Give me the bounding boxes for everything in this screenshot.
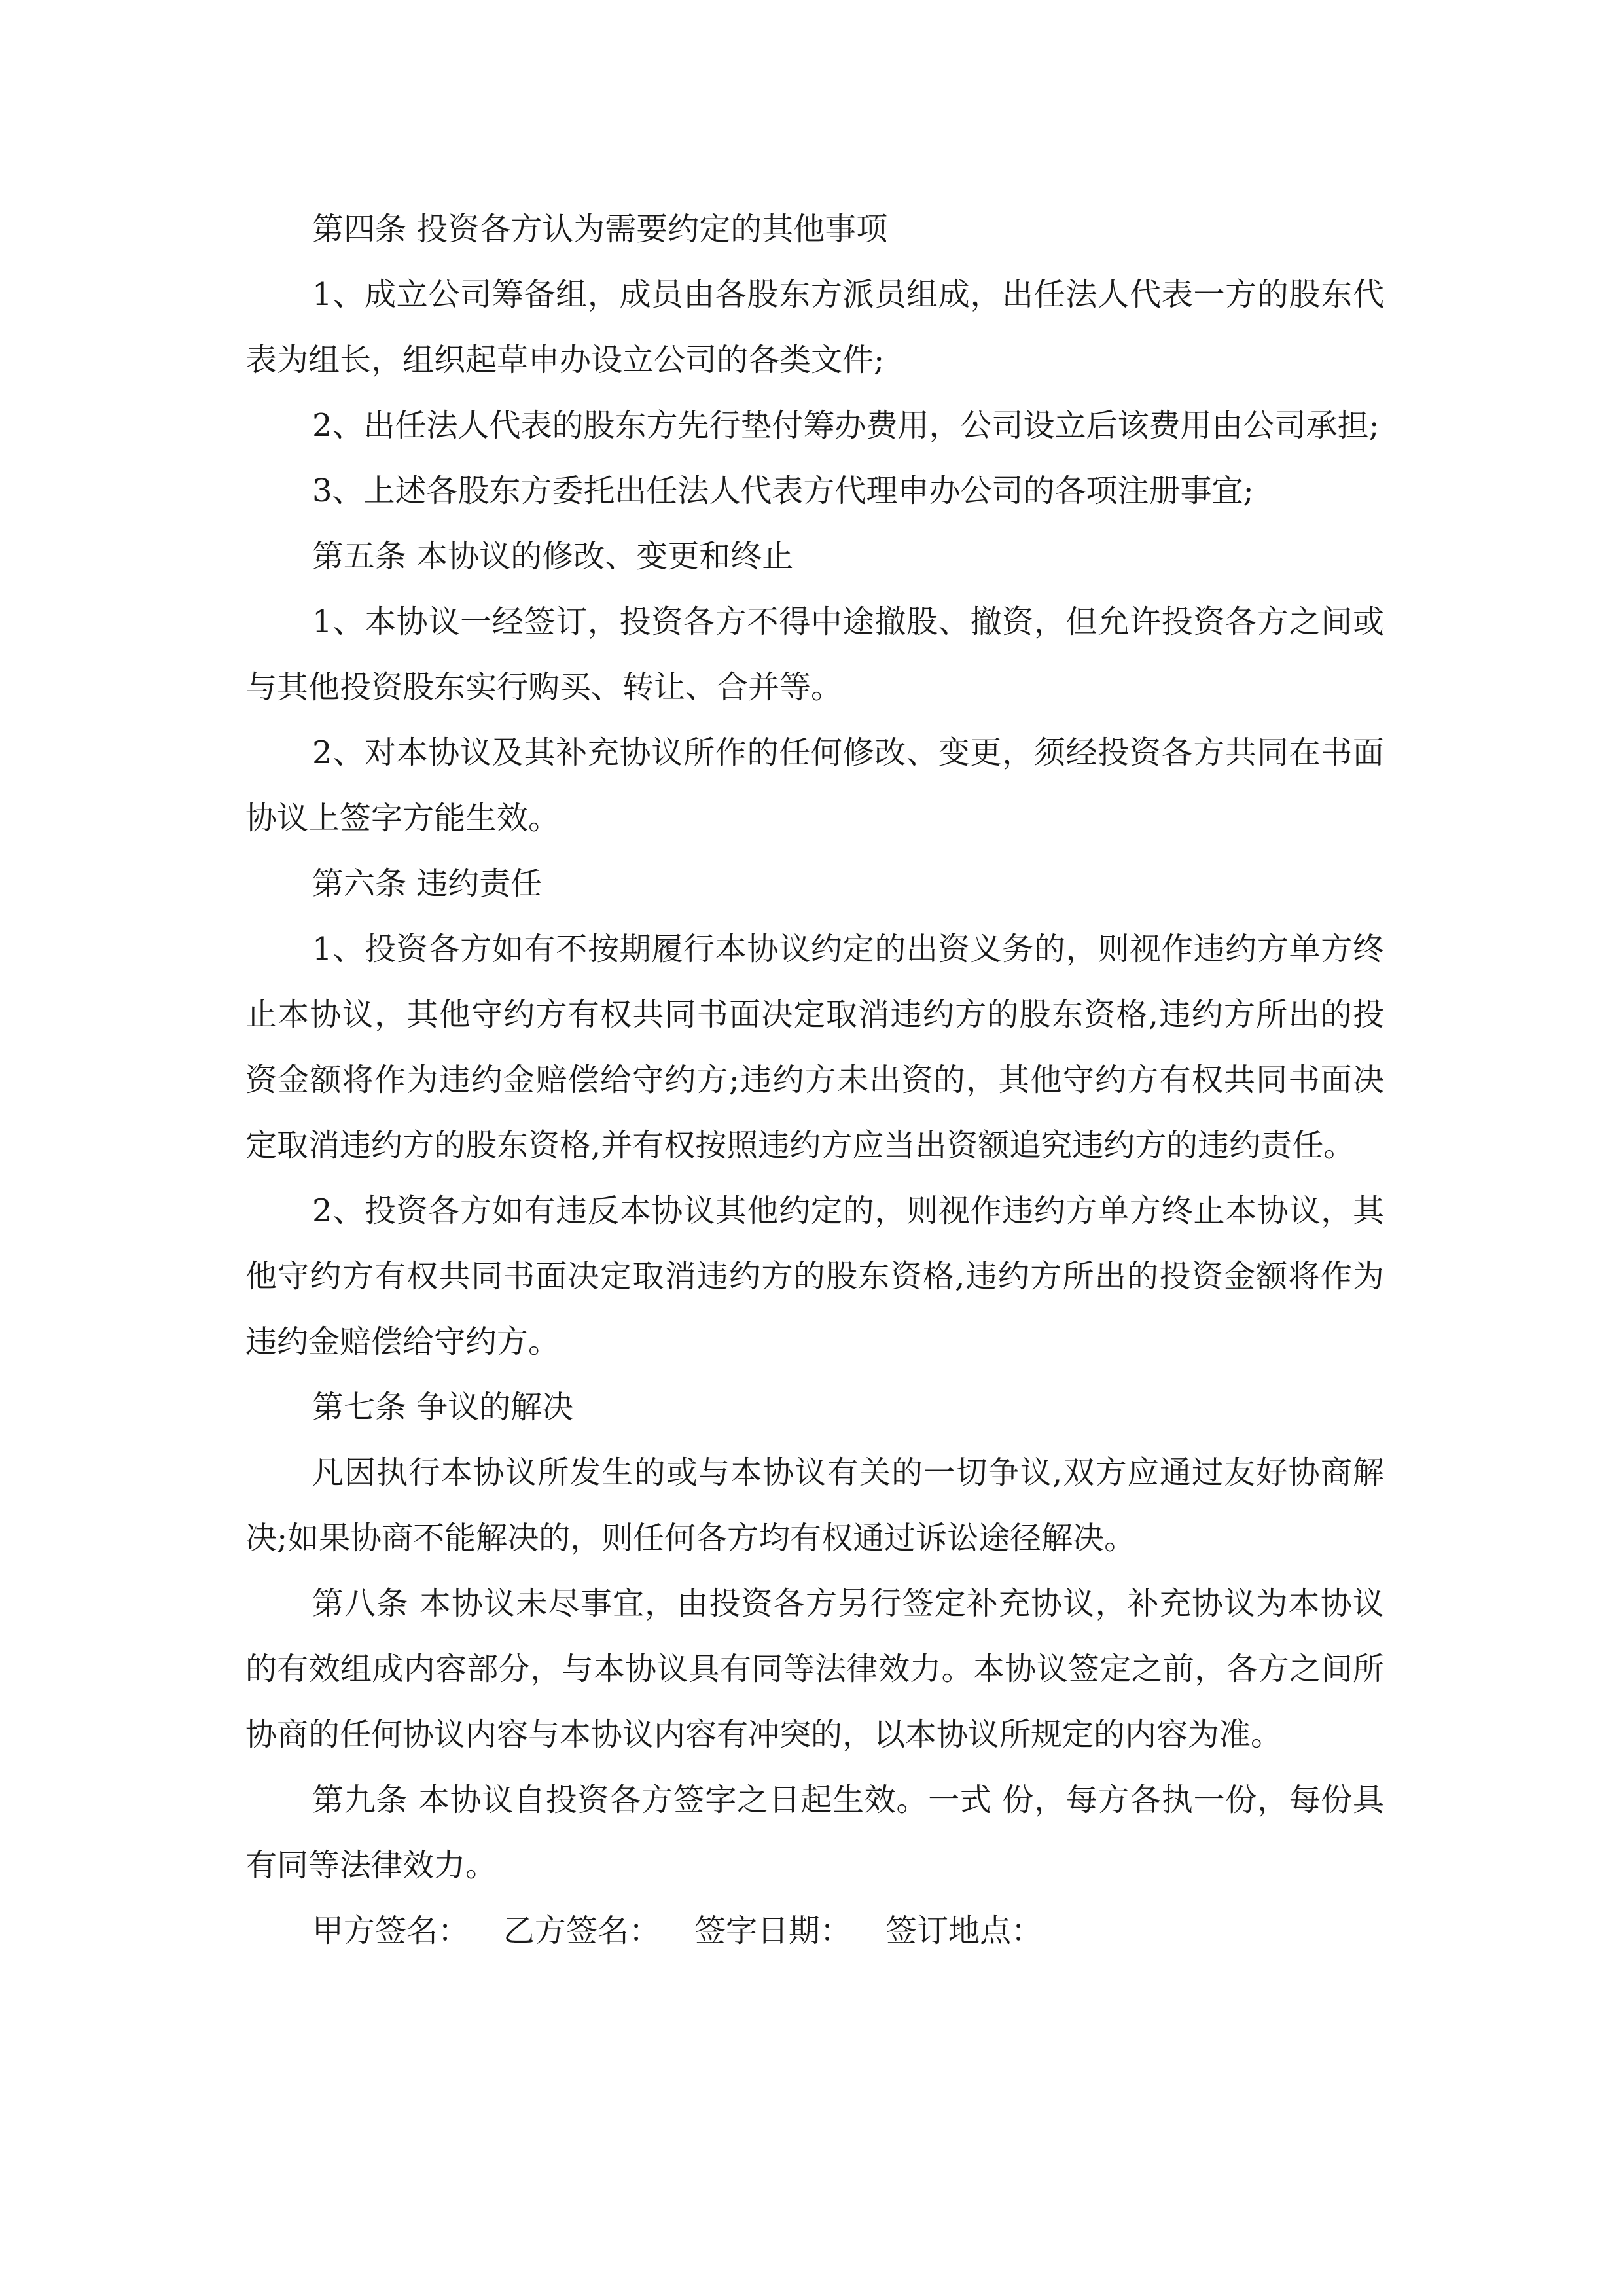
sign-place-label: 签订地点： — [885, 1912, 1043, 1949]
sign-date-label: 签字日期： — [694, 1912, 852, 1949]
article-8: 第八条 本协议未尽事宜，由投资各方另行签定补充协议，补充协议为本协议的有效组成内容部分，与本协议具有同等法律效力。本协议签定之前，各方之间所协商的任何协议内容与本协议内容有冲突的，以本协议所规定的内容为准。 — [245, 1585, 1384, 1753]
article-5-heading: 第五条 本协议的修改、变更和终止 — [312, 538, 794, 575]
document-body — [245, 196, 1384, 1964]
article-4-clause-2: 2、出任法人代表的股东方先行垫付筹办费用，公司设立后该费用由公司承担; — [312, 407, 1380, 444]
article-6-heading: 第六条 违约责任 — [312, 865, 543, 902]
article-4-clause-3: 3、上述各股东方委托出任法人代表方代理申办公司的各项注册事宜; — [312, 473, 1254, 509]
article-4-heading: 第四条 投资各方认为需要约定的其他事项 — [312, 211, 888, 247]
article-7-heading: 第七条 争议的解决 — [312, 1389, 574, 1426]
article-4-clause-1: 1、成立公司筹备组，成员由各股东方派员组成，出任法人代表一方的股东代表为组长，组织起草申办设立公司的各类文件; — [245, 276, 1384, 378]
article-6-clause-1: 1、投资各方如有不按期履行本协议约定的出资义务的，则视作违约方单方终止本协议，其他守约方有权共同书面决定取消违约方的股东资格,违约方所出的投资金额将作为违约金赔偿给守约方;违约方未出资的，其他守约方有权共同书面决定取消违约方的股东资格,并有权按照违约方应当出资额追究违约方的违约责任。 — [245, 931, 1384, 1164]
article-7-body: 凡因执行本协议所发生的或与本协议有关的一切争议,双方应通过友好协商解决;如果协商不能解决的，则任何各方均有权通过诉讼途径解决。 — [245, 1454, 1384, 1556]
article-6-clause-2: 2、投资各方如有违反本协议其他约定的，则视作违约方单方终止本协议，其他守约方有权共同书面决定取消违约方的股东资格,违约方所出的投资金额将作为违约金赔偿给守约方。 — [245, 1193, 1384, 1360]
article-5-clause-2: 2、对本协议及其补充协议所作的任何修改、变更，须经投资各方共同在书面协议上签字方能生效。 — [245, 734, 1384, 836]
party-b-signature-label: 乙方签名： — [503, 1912, 661, 1949]
signature-line — [245, 1898, 1384, 1964]
party-a-signature-label: 甲方签名： — [312, 1912, 470, 1949]
article-9: 第九条 本协议自投资各方签字之日起生效。一式 份，每方各执一份，每份具有同等法律效力。 — [245, 1782, 1384, 1884]
article-5-clause-1: 1、本协议一经签订，投资各方不得中途撤股、撤资，但允许投资各方之间或与其他投资股东实行购买、转让、合并等。 — [245, 603, 1384, 706]
